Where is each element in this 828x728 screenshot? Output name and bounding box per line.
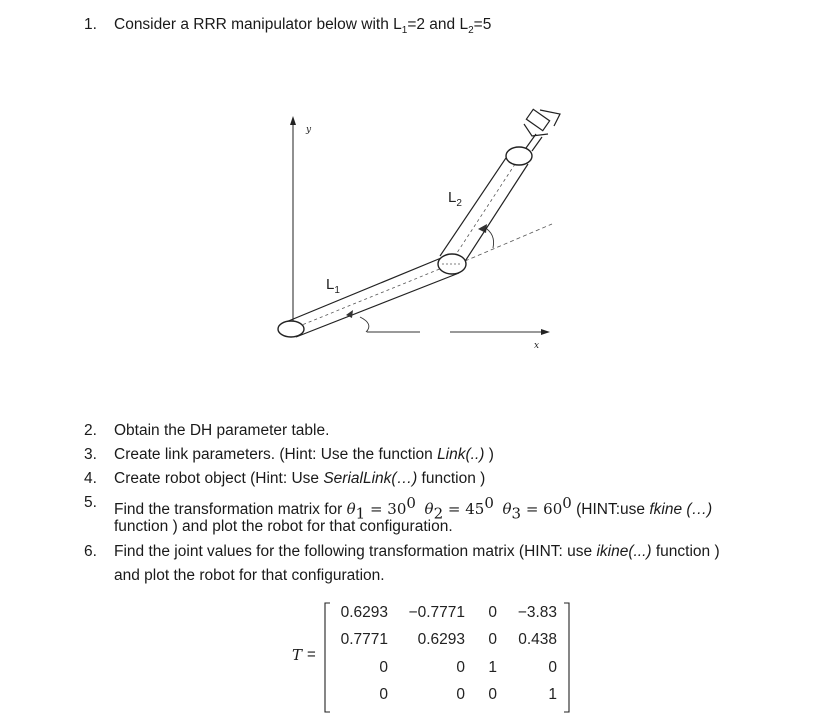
label-L2-letter: L [448, 189, 457, 206]
question-3-number: 3. [84, 446, 97, 463]
q1-l2-sub: 2 [468, 25, 474, 37]
q3-pre: Create link parameters. (Hint: Use the function [114, 446, 438, 463]
q5-theta2-deg: 0 [484, 494, 494, 512]
joint-1 [278, 321, 304, 337]
q6-post: function ) [651, 543, 720, 560]
y-axis-arrow [290, 116, 296, 125]
q5-theta1: θ [346, 500, 356, 519]
link1-edge-top [286, 256, 446, 322]
label-L1-sub: 1 [334, 285, 340, 296]
q4-function-name: SerialLink(…) [323, 470, 418, 487]
label-L2 [448, 189, 462, 209]
gripper [524, 109, 560, 151]
matrix-cell-r3-c4: 0 [548, 659, 557, 676]
x-axis-arrow [541, 329, 550, 335]
q5-hint-pre: (HINT:use [571, 501, 650, 519]
question-4-number: 4. [84, 470, 97, 487]
q5-theta3-deg: 0 [562, 494, 572, 512]
matrix-cell-r4-c2: 0 [456, 686, 465, 703]
matrix-label: T [292, 646, 303, 664]
label-L1-letter: L [326, 276, 335, 293]
matrix-cell-r1-c3: 0 [488, 604, 497, 621]
question-6-text-line-2: and plot the robot for that configuration. [114, 567, 385, 584]
matrix-cell-r4-c3: 0 [488, 686, 497, 703]
q5-pre: Find the transformation matrix for [114, 501, 347, 519]
y-axis-label: y [306, 125, 312, 135]
rrr-manipulator-diagram [270, 96, 570, 361]
question-5-number: 5. [84, 494, 97, 511]
question-6-number: 6. [84, 543, 97, 560]
matrix-cell-r3-c1: 0 [379, 659, 388, 676]
link1-centerline [292, 264, 452, 329]
q6-pre: Find the joint values for the following transformation matrix (HINT: use [114, 543, 597, 560]
q5-function-name: fkine (…) [649, 501, 713, 519]
q6-function-name: ikine(...) [596, 543, 652, 560]
label-L1 [326, 276, 340, 296]
question-3-text [114, 446, 494, 464]
q1-l2-value: =5 [473, 16, 492, 33]
q5-theta3-sub: 3 [511, 504, 522, 523]
matrix-cell-r1-c1: 0.6293 [340, 604, 388, 621]
q5-theta1-sub: 1 [355, 504, 366, 523]
label-L2-sub: 2 [456, 198, 462, 209]
link2-edge-right [462, 164, 528, 266]
matrix-cell-r1-c4: −3.83 [517, 604, 557, 621]
x-axis-label: x [534, 341, 540, 351]
question-1-text [114, 16, 491, 36]
q5-theta2-sub: 2 [433, 504, 444, 523]
matrix-equals: = [307, 646, 316, 663]
joint-3 [506, 147, 532, 165]
q5-theta1-value: = 30 [365, 500, 407, 519]
link1-extension-dashed [465, 224, 552, 261]
q1-l1-sub: 1 [401, 25, 408, 37]
question-5-text-line-2: function ) and plot the robot for that configuration. [114, 518, 453, 535]
link2-centerline [451, 158, 519, 262]
matrix-cell-r2-c4: 0.438 [518, 631, 557, 648]
q5-theta2-value: = 45 [443, 500, 485, 519]
q3-post: ) [484, 446, 494, 463]
matrix-cell-r3-c2: 0 [456, 659, 465, 676]
q3-function-name: Link(..) [437, 446, 485, 463]
matrix-cell-r3-c3: 1 [488, 659, 497, 676]
q5-theta1-deg: 0 [406, 494, 416, 512]
matrix-cell-r4-c1: 0 [379, 686, 388, 703]
theta1-arc [360, 317, 369, 332]
q5-theta2: θ [424, 500, 434, 519]
q1-l1-value: =2 and L [407, 16, 469, 33]
matrix-cell-r4-c4: 1 [548, 686, 557, 703]
question-1-number: 1. [84, 16, 97, 33]
q5-theta3-value: = 60 [521, 500, 563, 519]
transformation-matrix [292, 600, 582, 715]
matrix-cell-r2-c1: 0.7771 [340, 631, 388, 648]
matrix-cell-r1-c2: −0.7771 [408, 604, 465, 621]
matrix-cell-r2-c2: 0.6293 [417, 631, 465, 648]
question-6-text [114, 543, 720, 561]
matrix-cell-r2-c3: 0 [488, 631, 497, 648]
q5-theta3: θ [502, 500, 512, 519]
q4-pre: Create robot object (Hint: Use [114, 470, 324, 487]
q4-post: function ) [417, 470, 486, 487]
question-2-number: 2. [84, 422, 97, 439]
link1-edge-bottom [296, 273, 459, 337]
question-2-text: Obtain the DH parameter table. [114, 422, 330, 439]
question-4-text [114, 470, 485, 488]
q1-text-prefix: Consider a RRR manipulator below with L [114, 16, 402, 33]
